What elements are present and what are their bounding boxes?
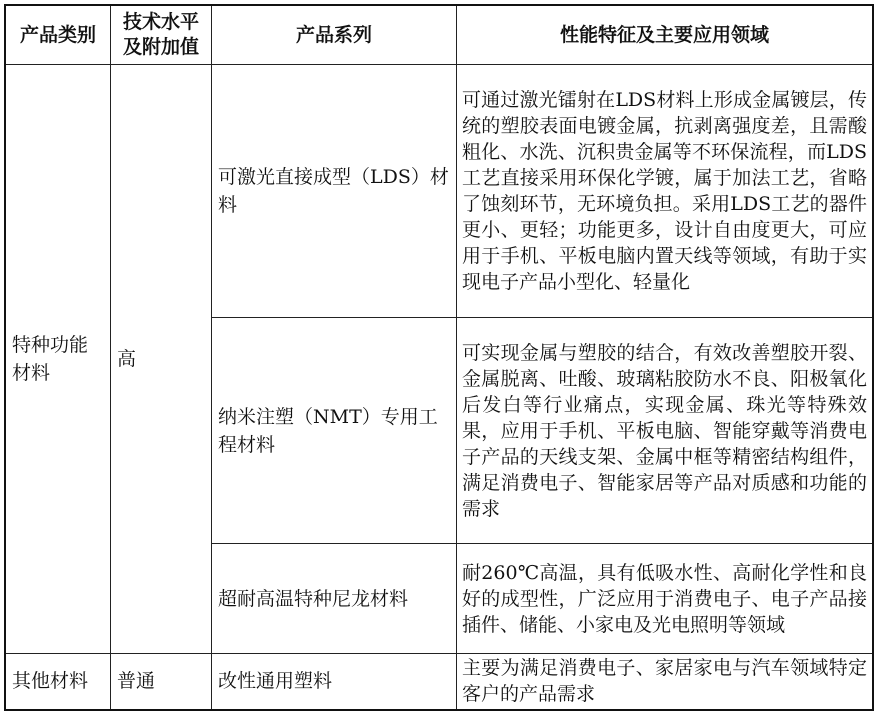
category-cell: 特种功能材料 [5,65,111,654]
header-row [5,5,873,65]
series-cell: 纳米注塑（NMT）专用工程材料 [212,318,457,544]
features-cell: 可实现金属与塑胶的结合，有效改善塑胶开裂、金属脱离、吐酸、玻璃粘胶防水不良、阳极氧化后发白等行业痛点，实现金属、珠光等特殊效果，应用于手机、平板电脑、智能穿戴等消费电子产品的天线支架、金属中框等精密结构组件，满足消费电子、智能家居等产品对质感和功能的需求 [457,318,874,544]
category-cell: 其他材料 [5,654,111,710]
product-table [4,4,874,711]
features-cell: 耐260℃高温，具有低吸水性、高耐化学性和良好的成型性，广泛应用于消费电子、电子产品接插件、储能、小家电及光电照明等领域 [457,544,874,654]
table-row [5,654,873,710]
tech-level-cell: 普通 [111,654,212,710]
header-category: 产品类别 [5,5,111,65]
table-row [5,65,873,318]
series-cell: 改性通用塑料 [212,654,457,710]
features-cell: 主要为满足消费电子、家居家电与汽车领域特定客户的产品需求 [457,654,874,710]
header-tech-level: 技术水平及附加值 [111,5,212,65]
header-features: 性能特征及主要应用领域 [457,5,874,65]
header-series: 产品系列 [212,5,457,65]
features-cell: 可通过激光镭射在LDS材料上形成金属镀层，传统的塑胶表面电镀金属，抗剥离强度差，且需酸粗化、水洗、沉积贵金属等不环保流程，而LDS工艺直接采用环保化学镀，属于加法工艺，省略了蚀刻环节，无环境负担。采用LDS工艺的器件更小、更轻；功能更多，设计自由度更大，可应用于手机、平板电脑内置天线等领域，有助于实现电子产品小型化、轻量化 [457,65,874,318]
series-cell: 可激光直接成型（LDS）材料 [212,65,457,318]
series-cell: 超耐高温特种尼龙材料 [212,544,457,654]
tech-level-cell: 高 [111,65,212,654]
